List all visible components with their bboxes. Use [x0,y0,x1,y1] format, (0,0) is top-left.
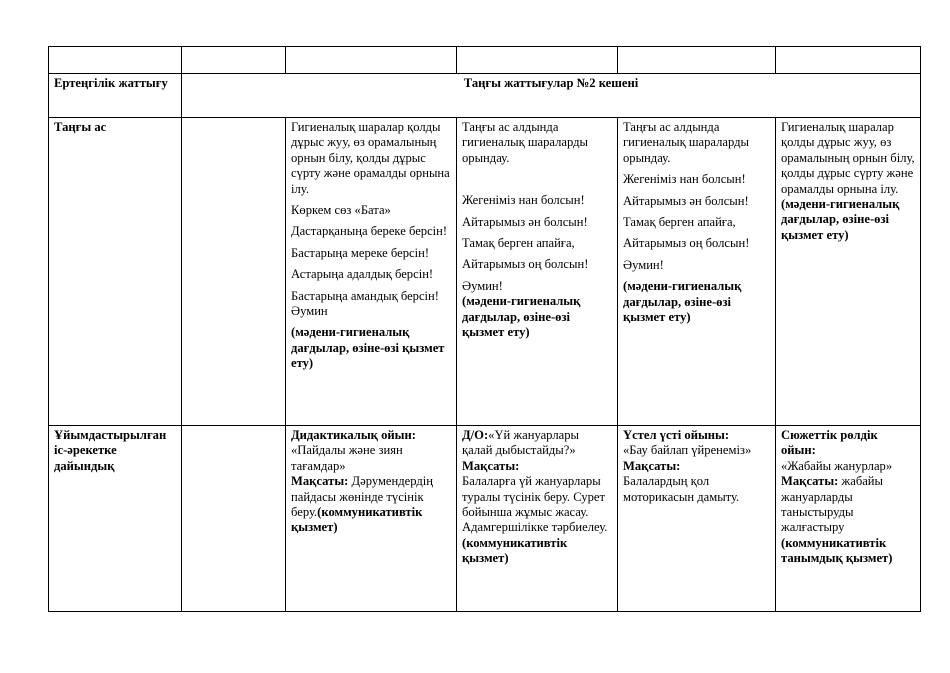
paragraph: Астарыңа адалдық берсін! [291,267,434,282]
activity-cell-col3 [457,426,618,612]
paragraph: Гигиеналық шаралар қолды дұрыс жуу, өз орамалының орнын білу, қолды дұрыс сүрту және орамалды орнына ілу. [291,120,450,196]
paragraph: Бастарыңа амандық берсін! Әумин [291,288,439,319]
row-label-gymnastics: Ертеңгілік жаттығу [49,74,182,118]
goal [291,474,451,536]
table-row-breakfast [49,118,921,426]
table-row-gymnastics [49,74,921,118]
paragraph: Айтарымыз оң болсын! [462,257,589,272]
goal-text: Дәрумендердің пайдасы жөнінде түсінік беру. [291,474,434,520]
game-label: Дидактикалық ойын: [291,428,416,442]
empty-header-cell [286,47,457,74]
breakfast-cell-col3 [457,118,618,426]
goal-label: Мақсаты: [462,458,520,473]
skills-note: (коммуникативтік танымдық қызмет) [781,535,893,566]
paragraph: Айтарымыз ән болсын! [462,214,588,229]
game-label: Д/О: [462,428,489,442]
paragraph: Әумин! [623,257,664,272]
skills-note: (мәдени-гигиеналық дағдылар, өзіне-өзі қызмет ету) [291,325,445,371]
goal-label: Мақсаты: [291,474,349,489]
goal-text: Балаларға үй жануарлары туралы түсінік беру. Сурет бойынша жұмыс жасау. Адамгершілікке тәрбиелеу. [462,474,608,535]
empty-cell [182,426,286,612]
goal-label: Мақсаты: [623,458,681,473]
skills-note: (мәдени-гигиеналық дағдылар, өзіне-өзі қызмет ету) [623,279,742,325]
paragraph: Гигиеналық шаралар қолды дұрыс жуу, өз орамалының орнын білу, қолды дұрыс сүрту және орамалды орнына ілу. [781,120,915,196]
paragraph: Жегеніміз нан болсын! [623,172,746,187]
goal-text: Балалардың қол моторикасын дамыту. [623,474,740,504]
skills-note: (мәдени-гигиеналық дағдылар, өзіне-өзі қызмет ету) [462,294,581,340]
paragraph: Тамақ берген апайға, [623,215,736,230]
goal-text: жабайы жануарларды таныстыруды жалғастыру [781,474,884,535]
empty-header-cell [457,47,618,74]
row-label-activity: Ұйымдастырылған іс-әрекетке дайындық [49,426,182,612]
game-line [462,428,612,459]
activity-cell-col2 [286,426,457,612]
schedule-table [48,46,921,612]
skills-note: (мәдени-гигиеналық дағдылар, өзіне-өзі қызмет ету) [781,197,900,242]
paragraph: Айтарымыз оң болсын! [623,236,750,251]
game-name: «Бау байлап үйренеміз» [623,443,752,458]
paragraph: Бастарыңа мереке берсін! [291,245,430,260]
game-label: Сюжеттік рөлдік ойын: [781,428,878,458]
breakfast-cell-col4 [618,118,776,426]
empty-header-cell [182,47,286,74]
skills-note: (коммуникативтік қызмет) [462,535,568,566]
skills-note: (коммуникативтік қызмет) [291,505,423,535]
game-name: «Жабайы жанурлар» [781,458,893,473]
row-label-breakfast: Таңғы ас [49,118,182,426]
empty-header-cell [49,47,182,74]
paragraph: Таңғы ас алдында гигиеналық шараларды орындау. [462,120,589,165]
paragraph: Тамақ берген апайға, [462,236,575,251]
goal [781,474,915,536]
header-row [49,47,921,74]
goal-label: Мақсаты: [781,474,839,489]
paragraph: Дастарқаныңа береке берсін! [291,224,448,239]
breakfast-cell-col5 [776,118,921,426]
spacer [462,172,612,193]
breakfast-cell-col2 [286,118,457,426]
paragraph: Көркем сөз «Бата» [291,203,391,218]
activity-cell-col4 [618,426,776,612]
table-row-activity [49,426,921,612]
empty-cell [182,118,286,426]
paragraph: Айтарымыз ән болсын! [623,193,749,208]
paragraph: Әумин! [462,278,503,293]
activity-cell-col5 [776,426,921,612]
empty-header-cell [776,47,921,74]
gymnastics-content: Таңғы жаттығулар №2 кешені [182,74,921,118]
game-name: «Пайдалы және зиян тағамдар» [291,443,403,473]
paragraph: Жегеніміз нан болсын! [462,193,585,208]
empty-header-cell [618,47,776,74]
game-label: Үстел үсті ойыны: [623,428,730,442]
paragraph: Таңғы ас алдында гигиеналық шараларды орындау. [623,120,750,165]
game-name: «Үй жануарлары қалай дыбыстайды?» [462,428,579,458]
